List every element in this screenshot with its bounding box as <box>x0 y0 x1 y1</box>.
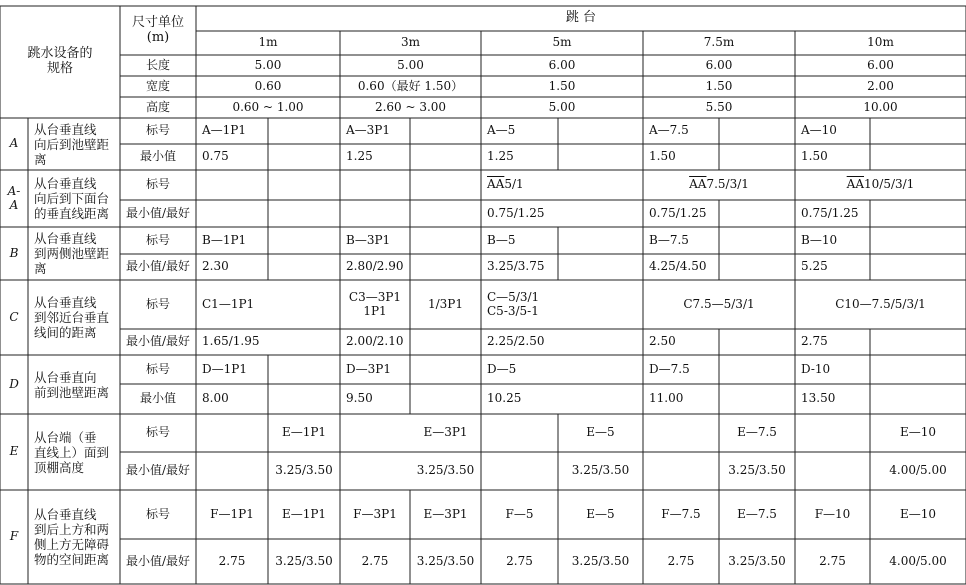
aa-mark-prefix: $\overline{AA}$ <box>689 177 707 192</box>
dim-cell: 0.60（最好 1.50） <box>357 78 464 93</box>
table-cell: E—10 <box>899 425 937 440</box>
table-cell: 2.50 <box>649 334 676 349</box>
table-cell: F—10 <box>814 506 851 521</box>
table-cell <box>481 170 643 200</box>
table-cell: B—1P1 <box>202 232 247 247</box>
row-label-min-best: 最小值/最好 <box>125 463 191 478</box>
table-cell: C—5/3/1 C5-3/5-1 <box>487 289 540 318</box>
aa-mark-prefix: $\overline{AA}$ <box>846 177 865 192</box>
dim-cell: 5.00 <box>548 99 576 114</box>
table-cell: E—7.5 <box>737 506 777 521</box>
table-cell: 3.25/3.50 <box>571 553 630 568</box>
table-cell: E—3P1 <box>423 425 468 440</box>
dim-cell: 10.00 <box>863 99 898 114</box>
row-label-mark: 标号 <box>145 232 170 247</box>
aa-mark-prefix: $\overline{AA}$ <box>487 177 505 192</box>
table-cell: D-10 <box>801 361 831 376</box>
table-cell: F—1P1 <box>210 506 254 521</box>
table-cell: E—5 <box>586 425 615 440</box>
dim-cell: 5.50 <box>705 99 733 114</box>
dim-cell: 6.00 <box>705 57 733 72</box>
section-d-symbol: D <box>9 376 19 391</box>
table-cell: 4.00/5.00 <box>889 553 947 568</box>
section-e-desc: 从台端（垂 直线上）面到 顶棚高度 <box>34 429 110 475</box>
aa-mark-suffix: 7.5/3/1 <box>706 177 749 192</box>
table-cell: 10.25 <box>487 391 522 406</box>
table-cell: 3.25/3.50 <box>571 463 630 478</box>
height-1m: 1m <box>258 35 278 50</box>
table-cell: 1.25 <box>346 149 373 164</box>
table-cell: 1.65/1.95 <box>202 334 260 349</box>
table-cell: B—7.5 <box>649 232 689 247</box>
dim-cell: 5.00 <box>254 57 282 72</box>
table-cell: 8.00 <box>202 391 229 406</box>
table-cell: 4.00/5.00 <box>889 463 947 478</box>
table-cell: A—1P1 <box>202 123 247 138</box>
table-cell: F—5 <box>505 506 534 521</box>
row-label-mark: 标号 <box>145 123 170 138</box>
table-cell: 4.25/4.50 <box>649 259 707 274</box>
row-label-mark: 标号 <box>145 361 170 376</box>
table-cell: 2.75 <box>506 553 533 568</box>
section-a-desc: 从台垂直线 向后到池壁距 离 <box>34 121 110 167</box>
dim-height-label: 高度 <box>145 99 170 114</box>
dim-cell: 0.60 ~ 1.00 <box>232 99 304 114</box>
table-cell: 2.00/2.10 <box>346 334 404 349</box>
section-f-desc: 从台垂直线 到后上方和两 侧上方无障碍 物的空间距离 <box>34 507 110 567</box>
table-cell: 0.75 <box>202 149 229 164</box>
table-cell: A—7.5 <box>649 123 689 138</box>
table-cell: 1/3P1 <box>427 296 464 311</box>
table-cell: E—10 <box>899 506 937 521</box>
table-cell: 0.75/1.25 <box>487 205 545 220</box>
height-3m: 3m <box>400 35 420 50</box>
section-a-symbol: A <box>9 136 19 151</box>
table-cell: 2.75 <box>218 553 246 568</box>
dim-cell: 2.00 <box>867 78 894 93</box>
height-5m: 5m <box>552 35 572 50</box>
table-cell: 2.75 <box>667 553 695 568</box>
height-7-5m: 7.5m <box>703 35 735 50</box>
row-label-mark: 标号 <box>145 425 170 440</box>
dim-cell: 1.50 <box>705 78 733 93</box>
table-cell: E—7.5 <box>737 425 777 440</box>
table-cell <box>643 170 795 200</box>
table-cell: 1.25 <box>487 149 514 164</box>
table-cell: A—5 <box>487 123 516 138</box>
table-cell: E—1P1 <box>281 425 327 440</box>
table-cell: 3.25/3.50 <box>275 553 333 568</box>
table-cell: 3.25/3.50 <box>275 463 333 478</box>
table-cell: B—3P1 <box>346 232 391 247</box>
table-cell: 2.75 <box>819 553 846 568</box>
table-cell: 2.80/2.90 <box>346 259 404 274</box>
table-cell: D—1P1 <box>202 361 247 376</box>
table-cell: 2.75 <box>361 553 389 568</box>
table-cell: C3—3P1 1P1 <box>348 289 402 318</box>
row-label-min-best: 最小值/最好 <box>125 205 191 220</box>
table-cell: 2.25/2.50 <box>487 334 545 349</box>
table-cell: 0.75/1.25 <box>649 205 707 220</box>
aa-mark-suffix: 5/1 <box>504 177 524 192</box>
row-label-min: 最小值 <box>139 149 176 164</box>
table-cell: C1—1P1 <box>202 296 255 311</box>
table-cell: 3.25/3.50 <box>416 553 475 568</box>
table-cell: D—3P1 <box>346 361 391 376</box>
table-cell: 3.25/3.75 <box>487 259 545 274</box>
table-cell: E—5 <box>586 506 615 521</box>
table-cell: C10—7.5/5/3/1 <box>835 296 926 311</box>
height-10m: 10m <box>867 35 894 50</box>
table-cell: 5.25 <box>801 259 828 274</box>
table-cell: 13.50 <box>801 391 836 406</box>
section-c-desc: 从台垂直线 到邻近台垂直 线间的距离 <box>34 295 110 340</box>
dim-cell: 0.60 <box>254 78 282 93</box>
row-label-min-best: 最小值/最好 <box>125 259 191 274</box>
table-cell: 1.50 <box>649 149 676 164</box>
unit-label: 尺寸单位 (m) <box>131 14 184 45</box>
table-cell: B—10 <box>801 232 838 247</box>
table-cell: 9.50 <box>346 391 373 406</box>
section-f-symbol: F <box>9 529 19 544</box>
spec-title: 跳水设备的 规格 <box>27 46 93 76</box>
dim-cell: 6.00 <box>867 57 894 72</box>
table-cell: 3.25/3.50 <box>728 553 786 568</box>
dim-width-label: 宽度 <box>145 78 170 93</box>
table-cell: 2.30 <box>202 259 229 274</box>
table-cell: 11.00 <box>649 391 684 406</box>
table-cell: 3.25/3.50 <box>416 463 475 478</box>
section-b-symbol: B <box>9 245 19 260</box>
section-e-symbol: E <box>9 444 19 459</box>
dim-length-label: 长度 <box>145 57 170 72</box>
table-cell: D—5 <box>487 361 517 376</box>
table-cell <box>795 170 966 200</box>
section-d-desc: 从台垂直向 前到池壁距离 <box>34 369 110 400</box>
row-label-min: 最小值 <box>139 391 176 406</box>
section-aa-symbol: A- A <box>7 183 21 212</box>
row-label-mark: 标号 <box>145 296 170 311</box>
table-cell: F—3P1 <box>353 506 397 521</box>
section-aa-desc: 从台垂直线 向后到下面台 的垂直线距离 <box>34 176 110 221</box>
table-cell: B—5 <box>487 232 516 247</box>
row-label-mark: 标号 <box>145 177 170 192</box>
section-c-symbol: C <box>9 309 19 324</box>
row-label-min-best: 最小值/最好 <box>125 553 191 568</box>
aa-mark-suffix: 10/5/3/1 <box>864 177 915 192</box>
row-label-min-best: 最小值/最好 <box>125 334 191 349</box>
table-cell: A—10 <box>801 123 837 138</box>
dim-cell: 5.00 <box>397 57 424 72</box>
table-cell: A—3P1 <box>346 123 391 138</box>
table-cell: C7.5—5/3/1 <box>683 296 755 311</box>
table-cell: F—7.5 <box>661 506 701 521</box>
table-cell: 0.75/1.25 <box>801 205 859 220</box>
table-cell: 2.75 <box>801 334 828 349</box>
row-label-mark: 标号 <box>145 506 170 521</box>
table-cell: 3.25/3.50 <box>728 463 786 478</box>
dim-cell: 1.50 <box>548 78 576 93</box>
platform-label: 跳 台 <box>565 10 597 26</box>
dim-cell: 6.00 <box>548 57 576 72</box>
table-cell: E—1P1 <box>281 506 327 521</box>
table-cell: 1.50 <box>801 149 828 164</box>
table-cell: E—3P1 <box>423 506 468 521</box>
dim-cell: 2.60 ~ 3.00 <box>374 99 447 114</box>
table-cell: D—7.5 <box>649 361 690 376</box>
section-b-desc: 从台垂直线 到两侧池壁距 离 <box>34 231 110 276</box>
